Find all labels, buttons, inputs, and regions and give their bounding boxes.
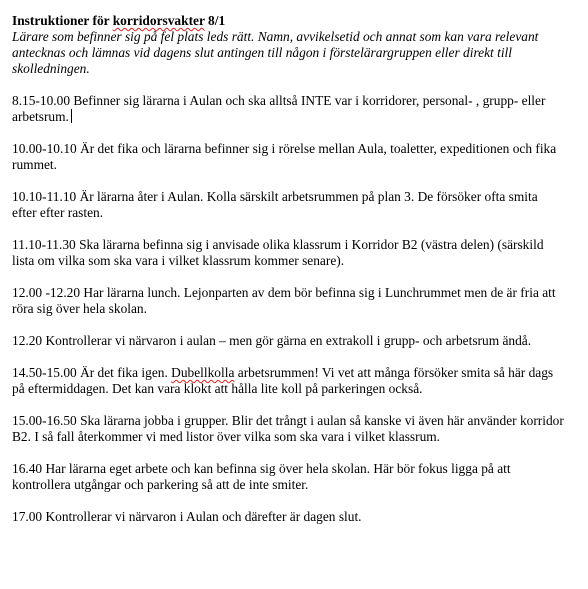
schedule-paragraph-7 [12,365,564,397]
intro-paragraph [12,29,564,77]
intro-text: Lärare som befinner sig på fel plats leds rätt. Namn, avvikelsetid och annat som kan vara relevant antecknas och lämnas vid dagens slut antingen till någon i förstelärargruppen eller direkt till skolledningen. [12,29,539,76]
paragraph-text: 10.10-11.10 Är lärarna åter i Aulan. Kolla särskilt arbetsrummen på plan 3. De försöker ofta smita efter efter rasten. [12,189,538,220]
paragraph-text: 12.20 Kontrollerar vi närvaron i aulan – men gör gärna en extrakoll i grupp- och arbetsrum ändå. [12,333,532,348]
schedule-paragraph-2 [12,141,564,173]
paragraph-text: 17.00 Kontrollerar vi närvaron i Aulan och därefter är dagen slut. [12,509,362,524]
paragraph-text: 8.15-10.00 Befinner sig lärarna i Aulan och ska alltså INTE var i korridorer, personal- , grupp- eller arbetsrum. [12,93,546,124]
misspelled-word[interactable]: korridorsvakter [112,13,205,28]
schedule-paragraph-1 [12,93,564,125]
schedule-paragraph-5 [12,285,564,317]
title-prefix: Instruktioner för [12,13,113,28]
paragraph-text: 11.10-11.30 Ska lärarna befinna sig i anvisade olika klassrum i Korridor B2 (västra delen) (särskild lista om vilka som ska vara i vilket klassrum kommer senare). [12,237,544,268]
paragraph-text-suffix: arbetsrummen! Vi vet att många försöker smita så här dags på eftermiddagen. Det kan vara klokt att hålla lite koll på parkeringen också. [12,365,554,396]
misspelled-word[interactable]: Dubellkolla [171,365,235,380]
paragraph-text-prefix: 14.50-15.00 Är det fika igen. [12,365,172,380]
schedule-paragraph-3 [12,189,564,221]
schedule-paragraph-4 [12,237,564,269]
paragraph-text: 16.40 Har lärarna eget arbete och kan befinna sig över hela skolan. Här bör fokus ligga på att kontrollera utgångar och parkering så att de inte smiter. [12,461,511,492]
schedule-paragraph-9 [12,461,564,493]
paragraph-text: 12.00 -12.20 Har lärarna lunch. Lejonparten av dem bör befinna sig i Lunchrummet men de är fria att röra sig över hela skolan. [12,285,556,316]
document-body[interactable] [12,13,564,541]
paragraph-text: 10.00-10.10 Är det fika och lärarna befinner sig i rörelse mellan Aula, toaletter, expeditionen och fika rummet. [12,141,557,172]
document-title [12,13,564,29]
text-cursor [71,109,72,123]
schedule-paragraph-8 [12,413,564,445]
schedule-paragraph-6 [12,333,564,349]
title-suffix: 8/1 [204,13,226,28]
schedule-paragraph-10 [12,509,564,525]
paragraph-text: 15.00-16.50 Ska lärarna jobba i grupper. Blir det trångt i aulan så kanske vi även här använder korridor B2. I så fall återkommer vi med listor över vilka som ska vara i vilket klassrum. [12,413,564,444]
